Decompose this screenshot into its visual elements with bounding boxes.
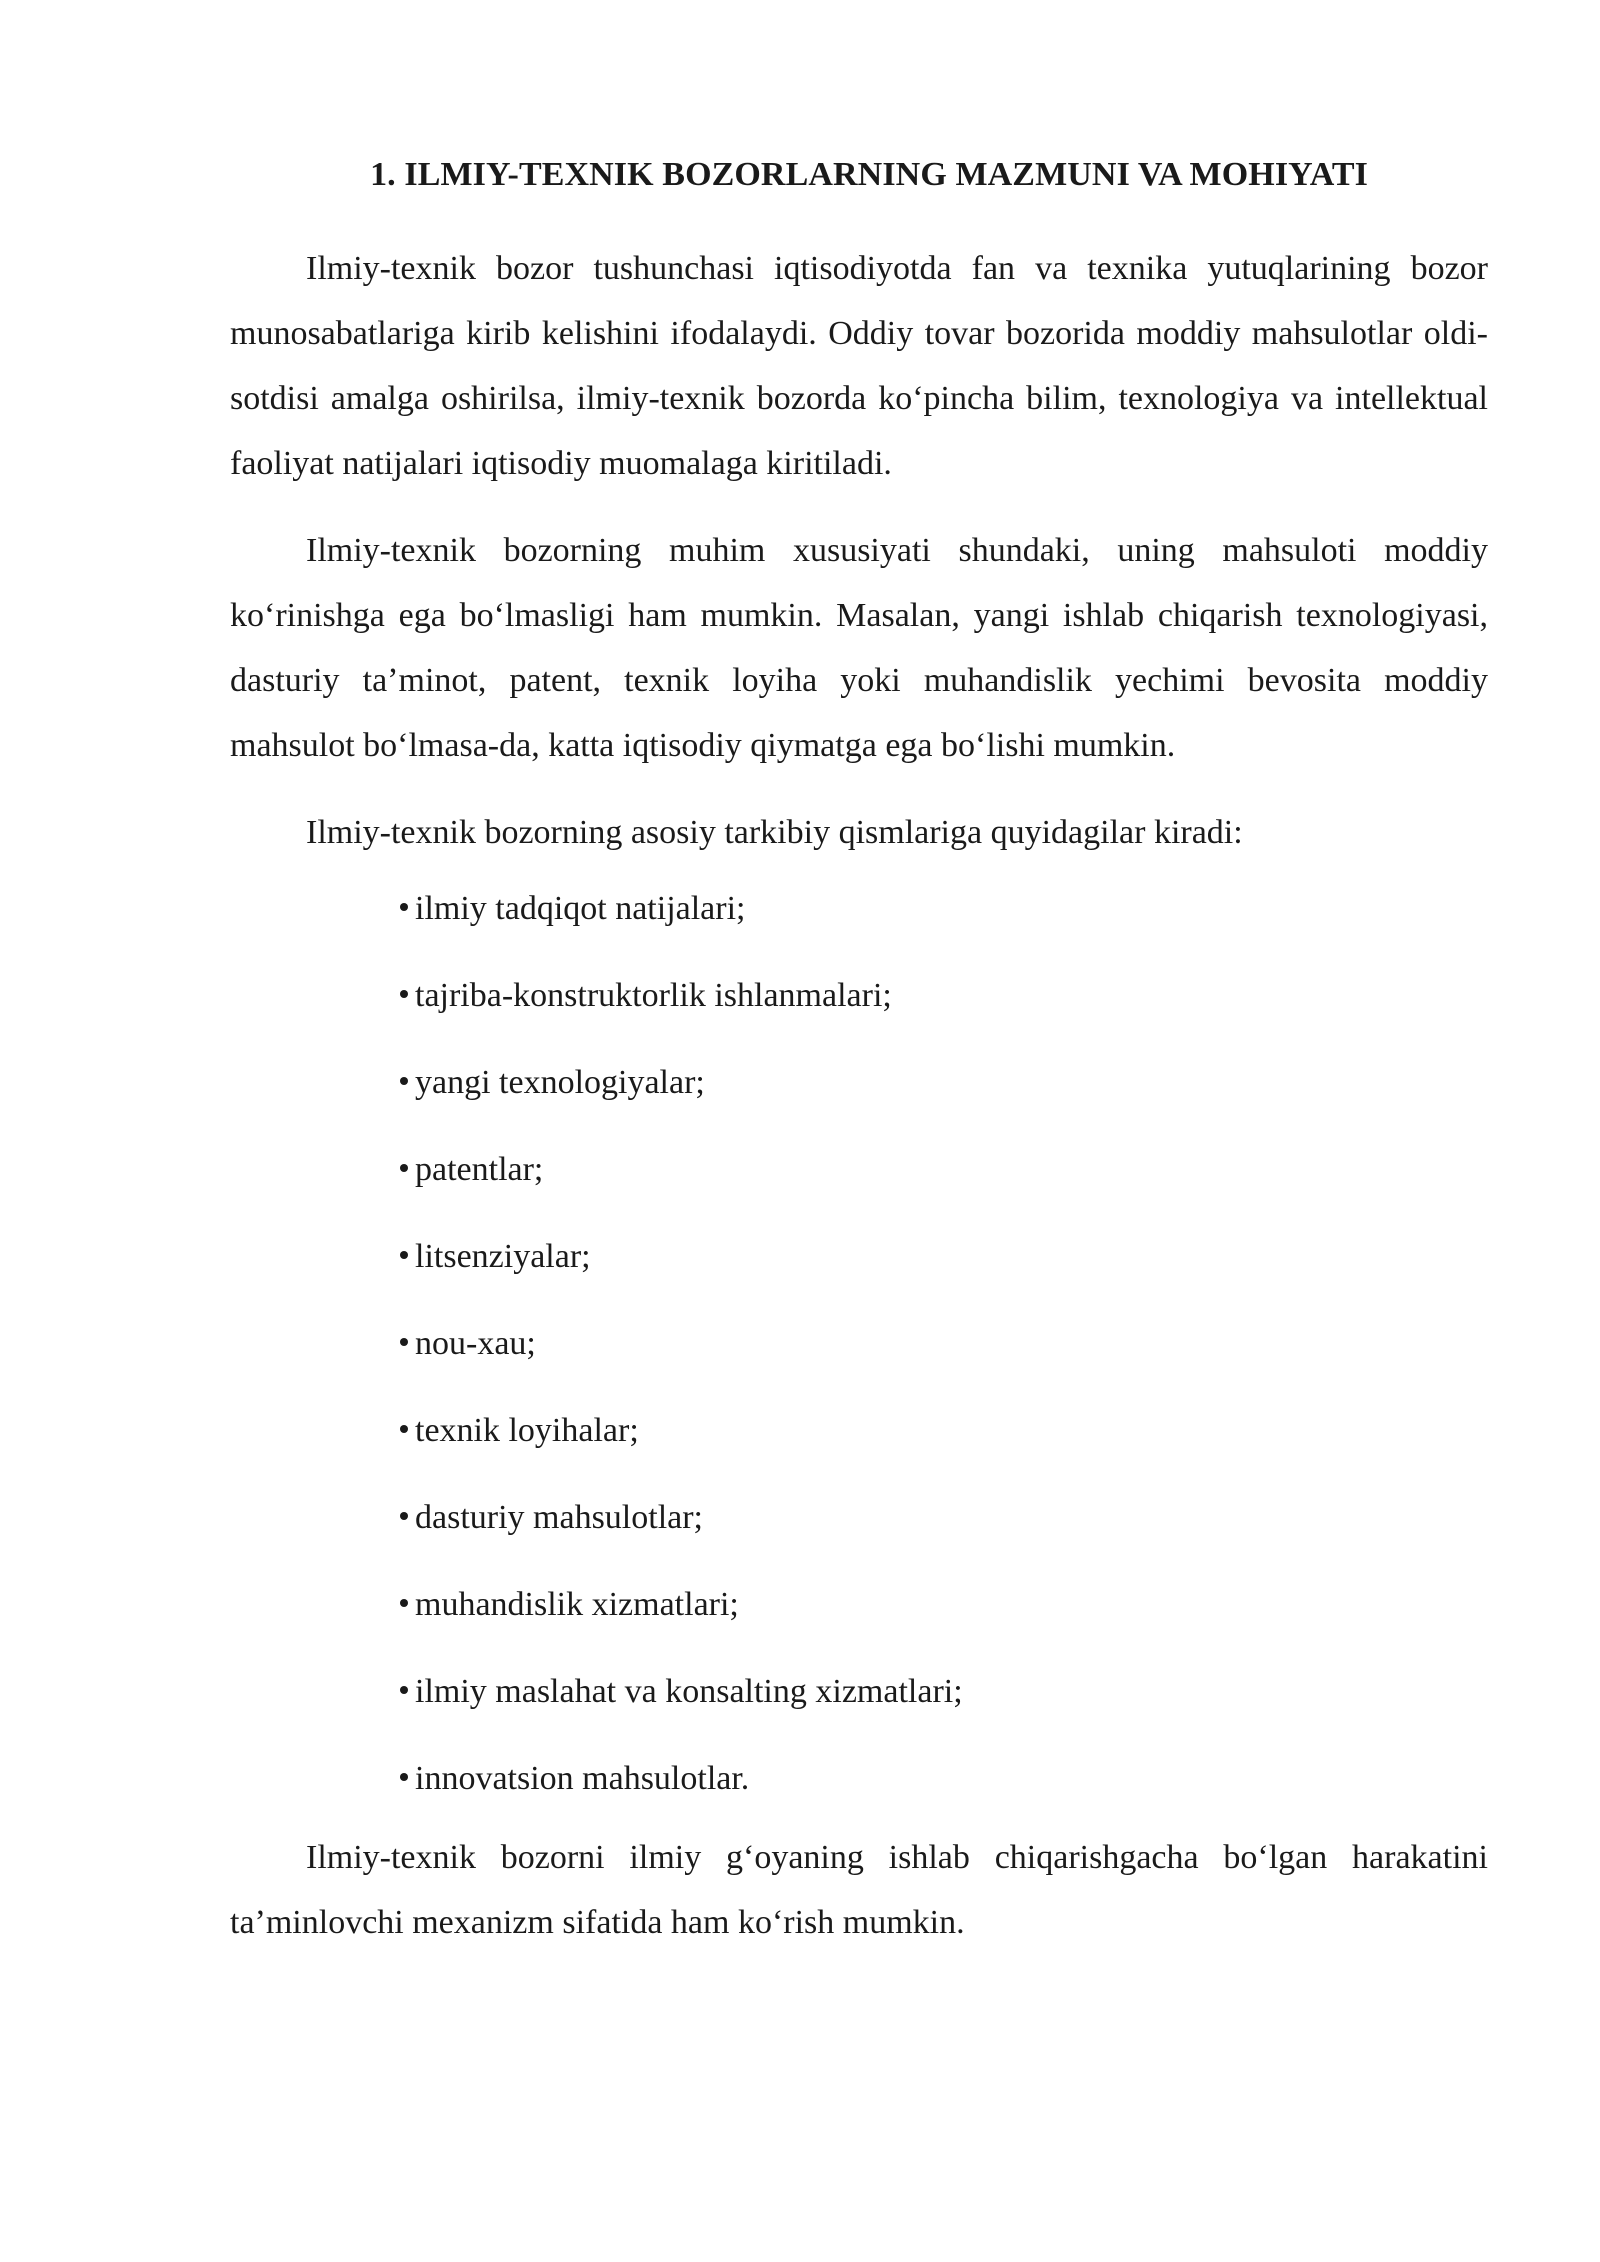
bullet-icon <box>400 1773 408 1781</box>
bullet-icon <box>400 903 408 911</box>
list-item <box>400 1670 1488 1714</box>
components-list <box>230 887 1488 1801</box>
list-item-text: tajriba-konstruktorlik ishlanmalari; <box>415 977 892 1014</box>
list-item-text: innovatsion mahsulotlar. <box>415 1760 750 1797</box>
bullet-icon <box>400 1251 408 1259</box>
bullet-icon <box>400 1512 408 1520</box>
bullet-icon <box>400 1686 408 1694</box>
list-item <box>400 1148 1488 1192</box>
document-page <box>230 150 1488 1955</box>
bullet-icon <box>400 990 408 998</box>
list-item-text: dasturiy mahsulotlar; <box>415 1499 704 1536</box>
list-item <box>400 1409 1488 1453</box>
list-item <box>400 1061 1488 1105</box>
paragraph-definition: Ilmiy-texnik bozor tushunchasi iqtisodiyotda fan va texnika yutuqlarining bozor munosabatlariga kirib kelishini ifodalaydi. Oddiy tovar bozorida moddiy mahsulotlar oldi-sotdisi amalga oshirilsa, ilmiy-texnik bozorda koʻpincha bilim, texnologiya va intellektual faoliyat natijalari iqtisodiy muomalaga kiritiladi. <box>230 250 1488 482</box>
list-item-text: texnik loyihalar; <box>415 1412 639 1449</box>
list-item-text: patentlar; <box>415 1151 544 1188</box>
list-item <box>400 1583 1488 1627</box>
list-item <box>400 887 1488 931</box>
list-item <box>400 974 1488 1018</box>
list-item <box>400 1235 1488 1279</box>
bullet-icon <box>400 1077 408 1085</box>
list-item-text: nou-xau; <box>415 1325 536 1362</box>
paragraph-closing: Ilmiy-texnik bozorni ilmiy gʻoyaning ishlab chiqarishgacha boʻlgan harakatini taʼminlovchi mexanizm sifatida ham koʻrish mumkin. <box>230 1839 1488 1941</box>
list-item-text: litsenziyalar; <box>415 1238 591 1275</box>
bullet-icon <box>400 1599 408 1607</box>
list-item <box>400 1496 1488 1540</box>
list-item-text: ilmiy tadqiqot natijalari; <box>415 890 746 927</box>
list-item-text: muhandislik xizmatlari; <box>415 1586 739 1623</box>
section-heading: 1. ILMIY-TEXNIK BOZORLARNING MAZMUNI VA MOHIYATI <box>370 156 1368 193</box>
bullet-icon <box>400 1425 408 1433</box>
paragraph-features: Ilmiy-texnik bozorning muhim xususiyati shundaki, uning mahsuloti moddiy koʻrinishga ega boʻlmasligi ham mumkin. Masalan, yangi ishlab chiqarish texnologiyasi, dasturiy taʼminot, patent, texnik loyiha yoki muhandislik yechimi bevosita moddiy mahsulot boʻlmasa-da, katta iqtisodiy qiymatga ega boʻlishi mumkin. <box>230 532 1488 764</box>
list-item <box>400 1757 1488 1801</box>
bullet-icon <box>400 1338 408 1346</box>
list-item-text: ilmiy maslahat va konsalting xizmatlari; <box>415 1673 963 1710</box>
list-item-text: yangi texnologiyalar; <box>415 1064 705 1101</box>
bullet-icon <box>400 1164 408 1172</box>
list-item <box>400 1322 1488 1366</box>
paragraph-list-intro: Ilmiy-texnik bozorning asosiy tarkibiy qismlariga quyidagilar kiradi: <box>306 814 1243 851</box>
